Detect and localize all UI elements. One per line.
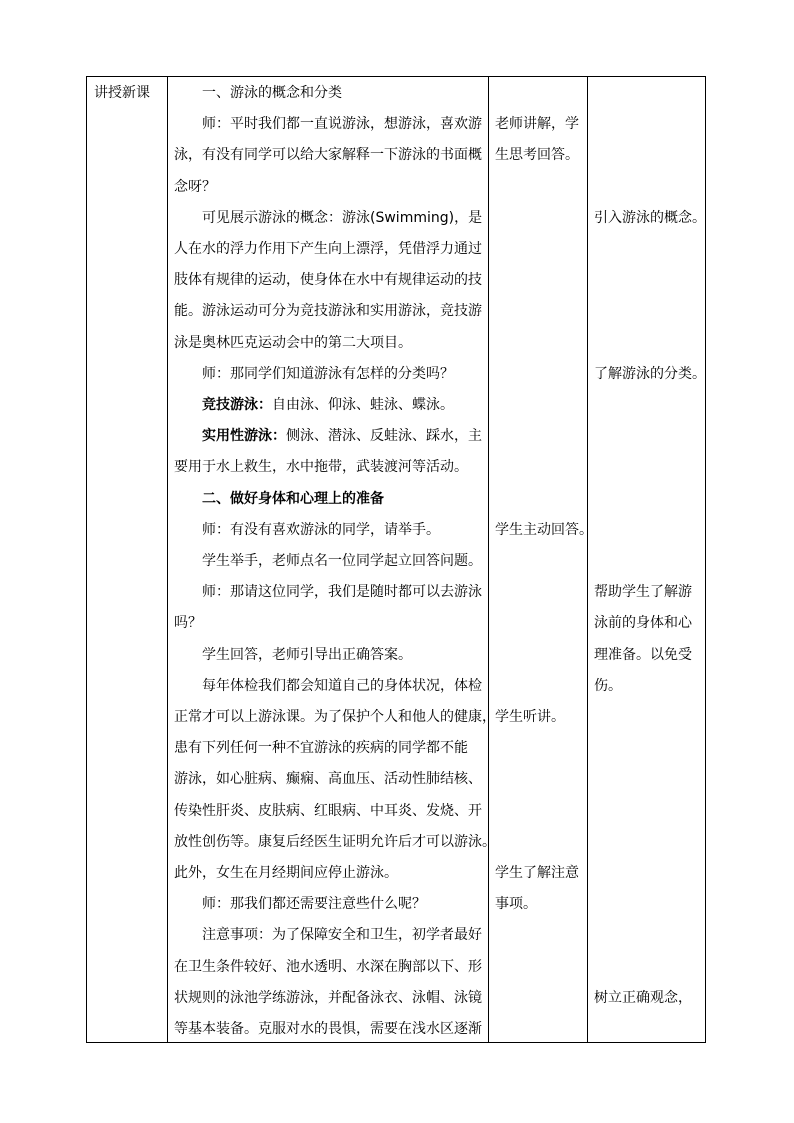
content-text: 在卫生条件较好、池水透明、水深在胸部以下、形 xyxy=(174,958,482,975)
content-line xyxy=(174,988,482,1008)
content-line xyxy=(202,676,482,696)
content-text: 此外，女生在月经期间应停止游泳。 xyxy=(174,865,398,881)
content-text: 一、游泳的概念和分类 xyxy=(202,85,342,101)
content-line xyxy=(174,769,482,789)
content-text: 师：那请这位同学，我们是随时都可以去游泳 xyxy=(202,584,482,601)
content-text: 状规则的泳池学练游泳，并配备泳衣、泳帽、泳镜 xyxy=(174,989,482,1006)
design-purpose-column xyxy=(594,77,704,1042)
content-line xyxy=(202,426,482,446)
content-text: 泳，有没有同学可以给大家解释一下游泳的书面概 xyxy=(174,147,482,164)
content-line xyxy=(174,239,482,259)
column-divider xyxy=(167,77,168,1042)
column-divider xyxy=(488,77,489,1042)
content-text: 侧泳、潜泳、反蛙泳、踩水，主 xyxy=(286,428,482,445)
content-text: 传染性肝炎、皮肤病、红眼病、中耳炎、发烧、开 xyxy=(174,802,482,819)
content-bold-text: 实用性游泳： xyxy=(202,428,286,445)
student-activity-line: 学生了解注意 xyxy=(495,865,579,881)
content-line xyxy=(202,582,482,602)
content-line xyxy=(174,301,482,321)
content-line xyxy=(174,738,468,758)
content-line xyxy=(202,114,482,134)
content-text: 泳是奥林匹克运动会中的第二大项目。 xyxy=(174,334,412,351)
content-line xyxy=(202,364,454,384)
content-line xyxy=(174,333,412,353)
design-purpose-line: 帮助学生了解游 xyxy=(594,584,692,601)
content-line xyxy=(174,145,482,165)
content-line xyxy=(202,894,426,914)
content-line xyxy=(202,925,482,945)
lesson-plan-table xyxy=(86,76,706,1043)
content-line xyxy=(202,83,342,103)
student-activity-column xyxy=(495,77,593,1042)
content-bold-text: 竞技游泳： xyxy=(202,397,272,413)
section-label: 讲授新课 xyxy=(94,85,150,101)
student-activity-line: 学生主动回答。 xyxy=(495,521,593,538)
content-text: 师：那我们都还需要注意些什么呢？ xyxy=(202,896,426,913)
design-purpose-line: 理准备。以免受 xyxy=(594,646,692,663)
content-text: 每年体检我们都会知道自己的身体状况，体检 xyxy=(202,677,482,694)
content-text: 等基本装备。克服对水的畏惧，需要在浅水区逐渐 xyxy=(174,1021,482,1037)
content-text: 正常才可以上游泳课。为了保护个人和他人的健康， xyxy=(174,709,496,725)
content-text: 能。游泳运动可分为竞技游泳和实用游泳，竞技游 xyxy=(174,303,482,320)
design-purpose-line: 树立正确观念， xyxy=(594,989,692,1006)
design-purpose-line: 泳前的身体和心 xyxy=(594,615,692,632)
design-purpose-line: 引入游泳的概念。 xyxy=(594,209,706,226)
content-text: 肢体有规律的运动，使身体在水中有规律运动的技 xyxy=(174,272,482,289)
content-text: 念呀？ xyxy=(174,178,216,195)
content-text: 学生回答，老师引导出正确答案。 xyxy=(202,646,412,663)
content-text: 游泳，如心脏病、癫痫、高血压、活动性肺结核、 xyxy=(174,771,482,788)
content-text: 学生举手，老师点名一位同学起立回答问题。 xyxy=(202,553,482,569)
content-line xyxy=(174,613,202,633)
design-purpose-line: 伤。 xyxy=(594,677,622,694)
content-text: 师：有没有喜欢游泳的同学，请举手。 xyxy=(202,521,440,538)
teaching-content-column xyxy=(174,77,496,1042)
content-line xyxy=(174,177,216,197)
student-activity-line: 老师讲解，学 xyxy=(495,116,579,133)
content-line xyxy=(202,489,384,509)
student-activity-line: 学生听讲。 xyxy=(495,709,565,725)
student-activity-line: 生思考回答。 xyxy=(495,147,579,164)
content-text: 师：平时我们都一直说游泳，想游泳，喜欢游 xyxy=(202,116,482,133)
content-line xyxy=(202,520,440,540)
content-line xyxy=(174,863,398,883)
content-line xyxy=(174,457,468,477)
content-line xyxy=(174,270,482,290)
content-text: 师：那同学们知道游泳有怎样的分类吗？ xyxy=(202,365,454,382)
content-line xyxy=(202,208,482,228)
student-activity-line: 事项。 xyxy=(495,896,537,913)
design-purpose-line: 了解游泳的分类。 xyxy=(594,365,706,382)
content-line xyxy=(174,801,482,821)
content-text: 人在水的浮力作用下产生向上漂浮，凭借浮力通过 xyxy=(174,241,482,257)
content-text: 可见展示游泳的概念：游泳(Swimming)，是 xyxy=(202,209,483,226)
content-line xyxy=(202,551,482,571)
content-line xyxy=(174,957,482,977)
content-text: 患有下列任何一种不宜游泳的疾病的同学都不能 xyxy=(174,740,468,757)
column-divider xyxy=(587,77,588,1042)
content-line xyxy=(174,832,496,852)
content-text: 吗？ xyxy=(174,615,202,632)
content-text: 要用于水上救生，水中拖带，武装渡河等活动。 xyxy=(174,459,468,476)
content-text: 自由泳、仰泳、蛙泳、蝶泳。 xyxy=(272,397,454,413)
content-line xyxy=(202,395,454,415)
content-line xyxy=(174,1019,482,1039)
content-text: 放性创伤等。康复后经医生证明允许后才可以游泳。 xyxy=(174,833,496,850)
content-text: 注意事项：为了保障安全和卫生，初学者最好 xyxy=(202,927,482,944)
content-line xyxy=(202,645,412,665)
content-line xyxy=(174,707,496,727)
content-bold-text: 二、做好身体和心理上的准备 xyxy=(202,490,384,507)
